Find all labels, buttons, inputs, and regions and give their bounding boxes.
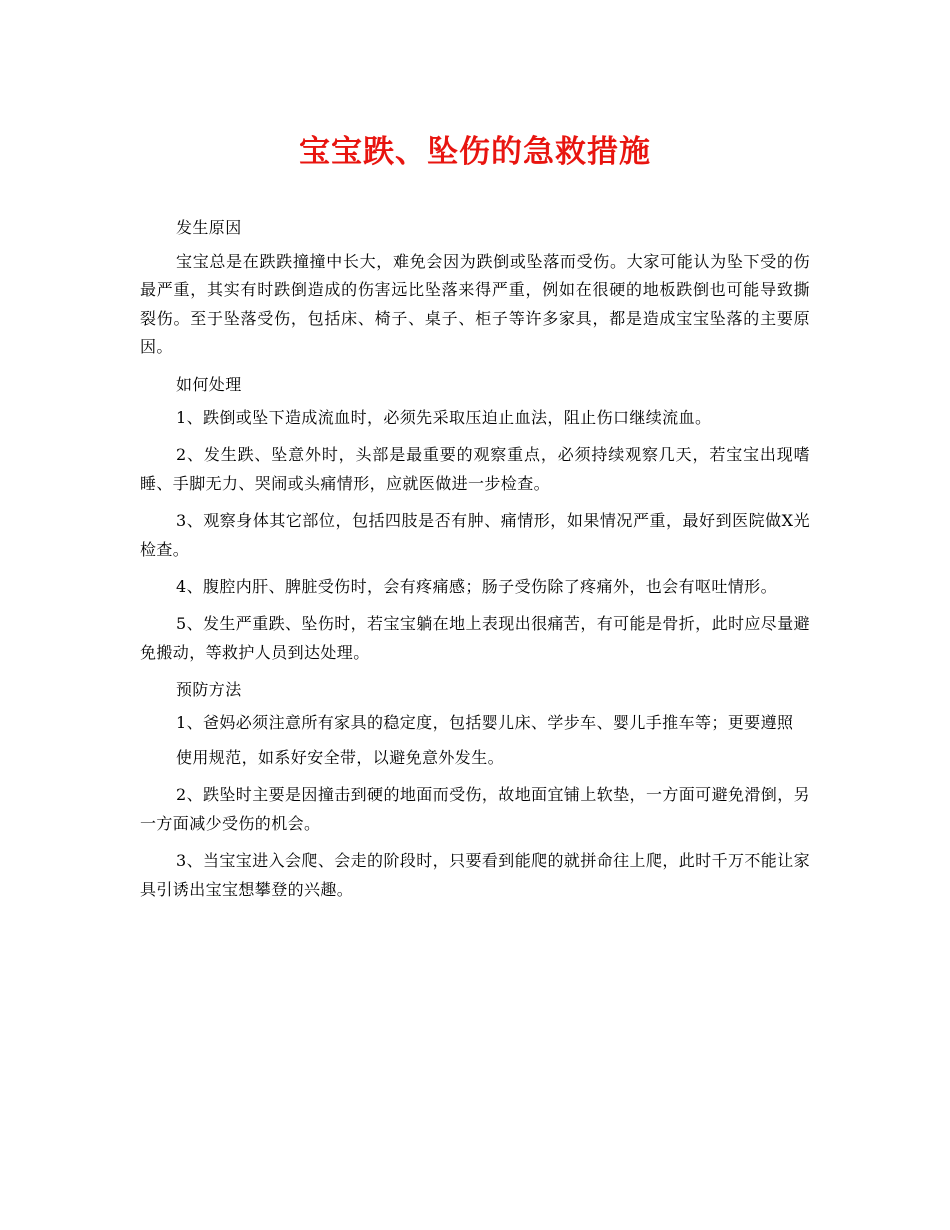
prevention-item-3: 3、当宝宝进入会爬、会走的阶段时，只要看到能爬的就拼命往上爬，此时千万不能让家具引诱出宝宝想攀登的兴趣。 xyxy=(140,851,810,899)
treatment-item-3: 3、观察身体其它部位，包括四肢是否有肿、痛情形，如果情况严重，最好到医院做X光检查。 xyxy=(140,511,810,559)
paragraph-causes: 宝宝总是在跌跌撞撞中长大，难免会因为跌倒或坠落而受伤。大家可能认为坠下受的伤最严重，其实有时跌倒造成的伤害远比坠落来得严重，例如在很硬的地板跌倒也可能导致撕裂伤。至于坠落受伤，包括床、椅子、桌子、柜子等许多家具，都是造成宝宝坠落的主要原因。 xyxy=(140,251,810,357)
prevention-item-1: 1、爸妈必须注意所有家具的稳定度，包括婴儿床、学步车、婴儿手推车等；更要遵照 xyxy=(176,713,794,733)
treatment-item-2: 2、发生跌、坠意外时，头部是最重要的观察重点，必须持续观察几天，若宝宝出现嗜睡、手脚无力、哭闹或头痛情形，应就医做进一步检查。 xyxy=(140,445,810,493)
treatment-item-5: 5、发生严重跌、坠伤时，若宝宝躺在地上表现出很痛苦，有可能是骨折，此时应尽量避免搬动，等救护人员到达处理。 xyxy=(140,614,810,662)
prevention-item-2: 2、跌坠时主要是因撞击到硬的地面而受伤，故地面宜铺上软垫，一方面可避免滑倒，另一方面减少受伤的机会。 xyxy=(140,785,810,833)
document-page xyxy=(140,120,810,913)
treatment-item-1: 1、跌倒或坠下造成流血时，必须先采取压迫止血法，阻止伤口继续流血。 xyxy=(176,408,712,428)
prevention-item-1-continued: 使用规范，如系好安全带，以避免意外发生。 xyxy=(176,748,505,768)
document-body xyxy=(140,214,810,904)
treatment-item-4: 4、腹腔内肝、脾脏受伤时，会有疼痛感；肠子受伤除了疼痛外，也会有呕吐情形。 xyxy=(176,576,777,596)
section-heading-treatment: 如何处理 xyxy=(176,374,242,394)
document-title: 宝宝跌、坠伤的急救措施 xyxy=(299,134,651,170)
section-heading-causes: 发生原因 xyxy=(176,218,242,237)
section-heading-prevention: 预防方法 xyxy=(176,679,242,699)
